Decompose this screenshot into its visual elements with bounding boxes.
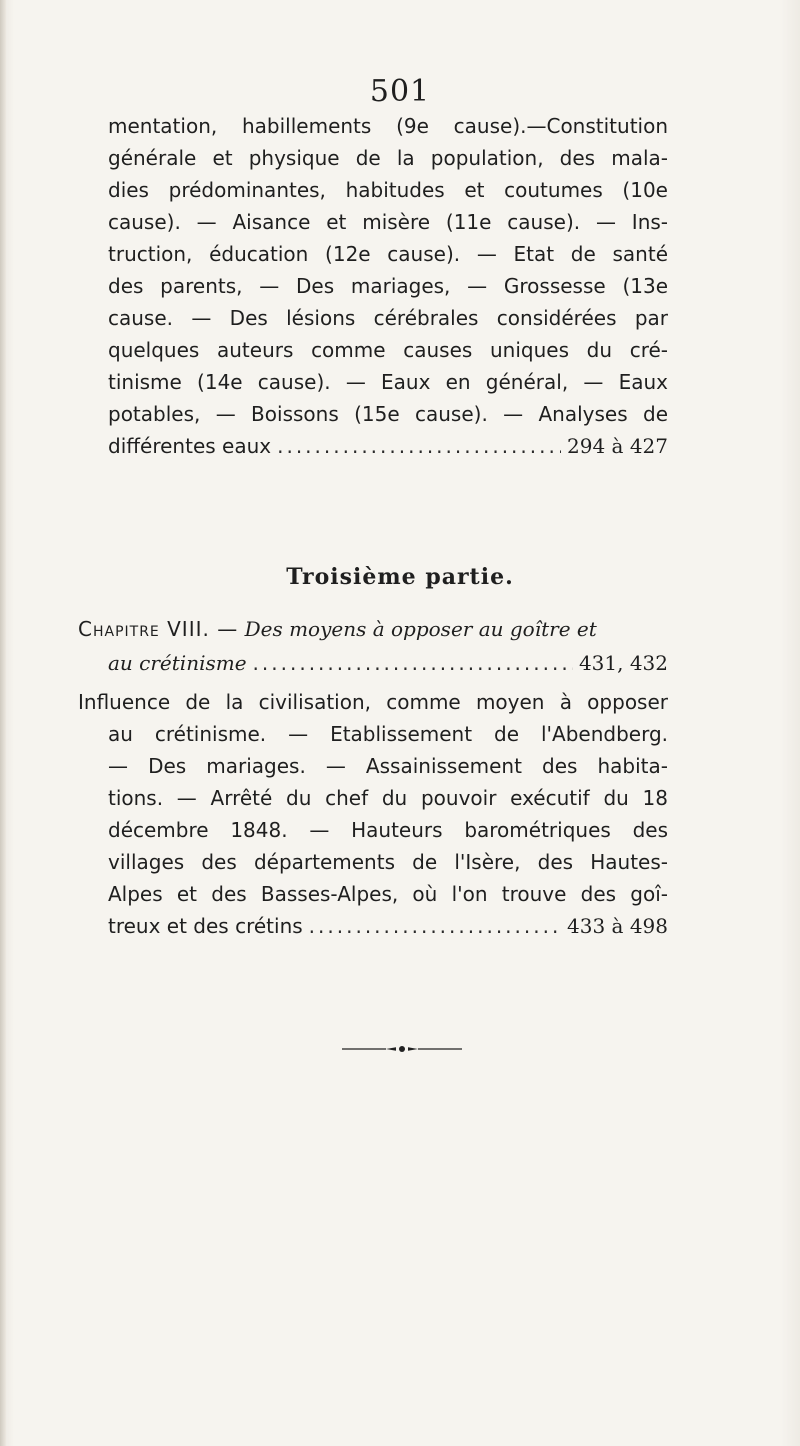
chapter-line: décembre 1848. — Hauteurs barométriques des — [108, 818, 668, 842]
chapter-paragraph — [78, 686, 668, 942]
leader-dots — [277, 430, 561, 462]
leader-dots — [253, 646, 573, 680]
chapter-line: Alpes et des Basses-Alpes, où l'on trouve des goî- — [108, 882, 668, 906]
intro-line: cause). — Aisance et misère (11e cause). — Ins- — [108, 210, 668, 234]
chapter-line: — Des mariages. — Assainissement des habita- — [108, 754, 668, 778]
section-heading: Troisième partie. — [286, 564, 514, 590]
toc-page-range: 433 à 498 — [567, 914, 668, 938]
intro-line: des parents, — Des mariages, — Grossesse (13e — [108, 274, 668, 298]
chapter-line: tions. — Arrêté du chef du pouvoir exécutif du 18 — [108, 786, 668, 810]
chapter-title: Des moyens à opposer au goître et — [244, 617, 597, 641]
intro-line: générale et physique de la population, des mala- — [108, 146, 668, 170]
toc-label: différentes eaux — [108, 434, 272, 458]
chapter-title-cont: au crétinisme — [108, 651, 247, 675]
page-number: 501 — [369, 74, 431, 109]
toc-page-range: 294 à 427 — [567, 434, 668, 458]
intro-line: cause. — Des lésions cérébrales considérées par — [108, 306, 668, 330]
chapter-line: Influence de la civilisation, comme moyen à opposer — [78, 690, 668, 714]
chapter-line: au crétinisme. — Etablissement de l'Abendberg. — [108, 722, 668, 746]
leader-dots — [309, 910, 561, 942]
chapter-heading — [78, 612, 668, 678]
toc-label: treux et des crétins — [108, 914, 303, 938]
intro-line: dies prédominantes, habitudes et coutumes (10e — [108, 178, 668, 202]
dash-dot-dash-ornament-icon — [342, 1044, 462, 1054]
chapter-prefix: Chapitre VIII. — — [78, 617, 239, 641]
page-edge — [0, 0, 6, 1446]
toc-page-range: 431, 432 — [578, 651, 668, 675]
chapter-title-line — [78, 612, 668, 646]
chapter-toc-entry — [78, 910, 668, 942]
intro-line: quelques auteurs comme causes uniques du cré- — [108, 338, 668, 362]
intro-paragraph — [108, 110, 668, 462]
chapter-line: villages des départements de l'Isère, des Hautes- — [108, 850, 668, 874]
intro-line: tinisme (14e cause). — Eaux en général, — Eaux — [108, 370, 668, 394]
intro-line: truction, éducation (12e cause). — Etat de santé — [108, 242, 668, 266]
intro-line: mentation, habillements (9e cause).—Constitution — [108, 114, 668, 138]
chapter-toc-entry — [78, 646, 668, 678]
intro-line: potables, — Boissons (15e cause). — Analyses de — [108, 402, 668, 426]
intro-toc-entry — [108, 430, 668, 462]
